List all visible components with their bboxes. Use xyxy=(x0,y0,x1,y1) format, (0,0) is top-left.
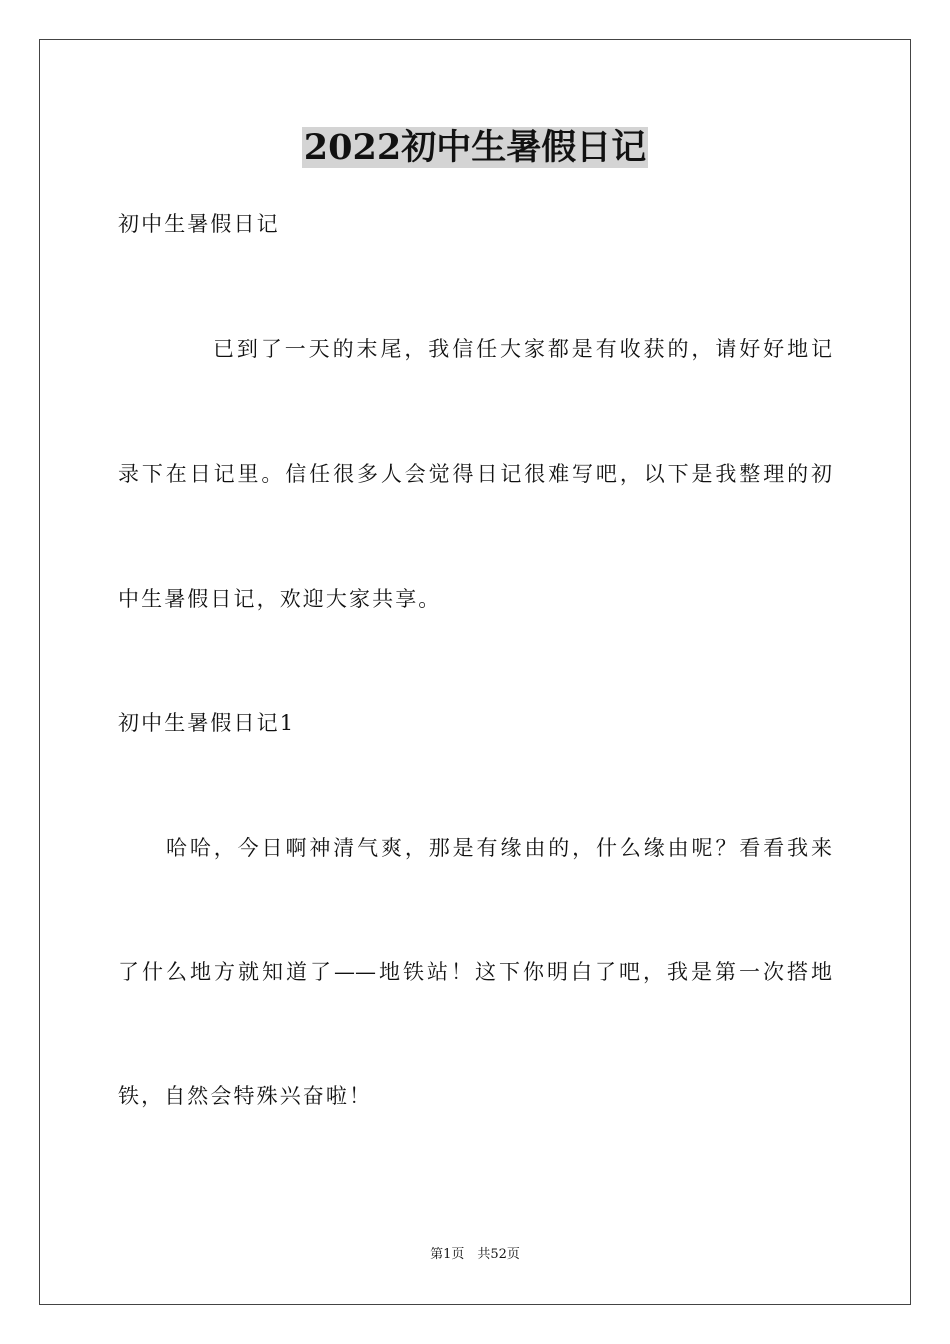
page-number-footer: 第1页 共52页 xyxy=(430,1247,520,1262)
section-paragraph-line-2: 了什么地方就知道了——地铁站！这下你明白了吧，我是第一次搭地 xyxy=(118,960,832,984)
intro-paragraph-line-2: 录下在日记里。信任很多人会觉得日记很难写吧，以下是我整理的初 xyxy=(118,462,832,486)
document-title-text: 2022初中生暑假日记 xyxy=(303,127,647,168)
document-title xyxy=(0,124,950,172)
section-paragraph-line-3: 铁，自然会特殊兴奋啦！ xyxy=(118,1084,373,1108)
section-paragraph-line-1: 哈哈，今日啊神清气爽，那是有缘由的，什么缘由呢？看看我来 xyxy=(166,836,832,860)
section-heading: 初中生暑假日记1 xyxy=(118,711,296,735)
intro-paragraph-line-1: 已到了一天的末尾，我信任大家都是有收获的，请好好地记 xyxy=(213,337,832,361)
intro-paragraph-line-3: 中生暑假日记，欢迎大家共享。 xyxy=(118,587,442,611)
subtitle: 初中生暑假日记 xyxy=(118,212,280,236)
